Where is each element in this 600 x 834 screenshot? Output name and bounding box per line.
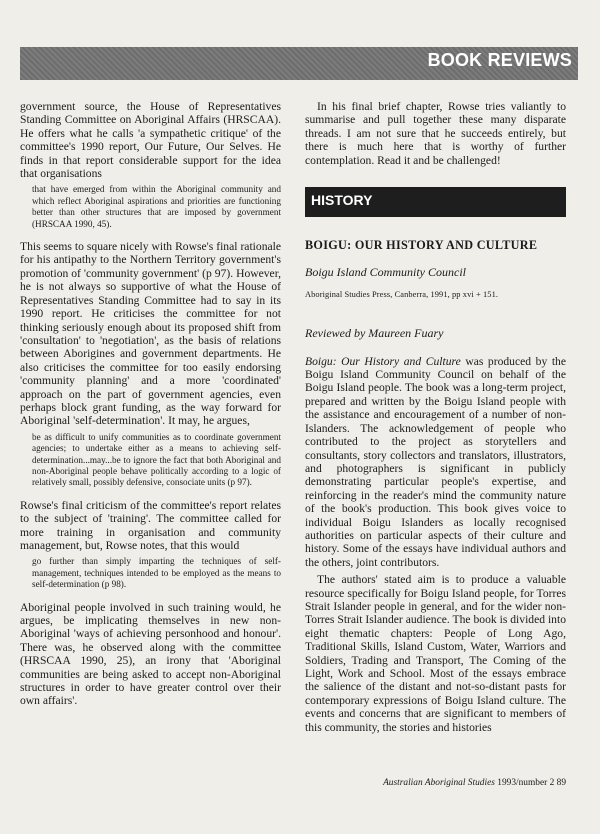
block-quote: that have emerged from within the Aboriginal community and which reflect Aboriginal aspirations and priorities are functioning better than other structures that are imposed by government (HRSCAA 1990, 45).: [32, 184, 281, 229]
left-column: [20, 100, 281, 712]
paragraph: In his final brief chapter, Rowse tries valiantly to summarise and pull together these many disparate threads. I am not sure that he succeeds entirely, but there is much here that is worthy of further contemplation. Read it and be challenged!: [305, 100, 566, 167]
section-header-title: BOOK REVIEWS: [427, 50, 572, 70]
history-section-bar: [305, 187, 566, 217]
paragraph: This seems to square nicely with Rowse's final rationale for his antipathy to the Northern Territory government's promotion of 'community government' (p 97). However, he is not always so supportive of what the House of Representatives Standing Committee had to say in its 1990 report. He criticises the committee for not thinking seriously enough about its proposed shift from 'consultation' to 'negotiation', as the basis of relations between Aborigines and government departments. He also criticises the committee for too easily endorsing 'community planning' and a more 'coordinated' approach on the part of government agencies, even perhaps block grant funding, as the way forward for Aboriginal 'self-determination'. It may, he argues,: [20, 240, 281, 428]
publication-details: Aboriginal Studies Press, Canberra, 1991, pp xvi + 151.: [305, 289, 499, 299]
issue-number: 1993/number 2: [497, 778, 555, 788]
page-footer: [383, 778, 566, 788]
paragraph: [305, 355, 566, 570]
reviewer-name: Reviewed by Maureen Fuary: [305, 326, 444, 341]
paragraph: The authors' stated aim is to produce a valuable resource specifically for Boigu Island people, for Torres Strait Islander people in general, and for the wider non-Torres Strait Islander audience. The book is divided into eight thematic chapters: People of Long Ago, Traditional Skills, Island Custom, Water, Warriors and Soldiers, Trading and Transport, The Coming of the Light, Work and School. Most of the essays embrace the salience of the distant and not-so-distant pasts for contemporary expressions of Boigu Island culture. The events and concerns that are significant to members of this community, the stories and histories: [305, 573, 566, 734]
book-title: BOIGU: OUR HISTORY AND CULTURE: [305, 238, 538, 253]
book-author: Boigu Island Community Council: [305, 265, 466, 280]
section-title: HISTORY: [311, 192, 373, 209]
book-reviews-banner: [20, 47, 578, 80]
paragraph: Rowse's final criticism of the committee's report relates to the subject of 'training'. The committee called for more training in organisation and community management, but, Rowse notes, that this would: [20, 498, 281, 552]
right-column: [305, 100, 566, 738]
journal-name: Australian Aboriginal Studies: [383, 778, 495, 788]
paragraph-text: was produced by the Boigu Island Community Council on behalf of the Boigu Island people. The book was a long-term project, prepared and written by the Boigu Island people with the assistance and encouragement of a number of non-Islanders. The acknowledgement of people who contributed to the project as storytellers and consultants, story collectors and translators, illustrators, and photographers is significant in publicly demonstrating particular people's expertise, and reinforcing in the reader's mind the community nature of the book's production. This book gives voice to individual Boigu Islanders as locally recognised authorities on particular aspects of their culture and history. Some of the essays have individual authors and the others, joint contributors.: [305, 354, 566, 569]
page-number: 89: [556, 778, 566, 788]
paragraph: Aboriginal people involved in such training would, he argues, be implicating themselves in new non-Aboriginal 'ways of achieving personhood and honour'. There was, he observed along with the committee (HRSCAA 1990, 25), an irony that 'Aboriginal communities are being asked to accept non-Aboriginal structures in order to have greater control over their own affairs'.: [20, 600, 281, 708]
block-quote: be as difficult to unify communities as to coordinate government agencies; to undertake either as a means to achieving self-determination...may...be to ignore the fact that both Aboriginal and non-Aboriginal people behave politically according to a logic of relatively small, possibly defensive, consociate units (p 97).: [32, 431, 281, 488]
block-quote: go further than simply imparting the techniques of self-management, techniques intended to be employed as the means to self-determination (p 98).: [32, 556, 281, 590]
paragraph: government source, the House of Representatives Standing Committee on Aboriginal Affairs (HRSCAA). He offers what he calls 'a sympathetic critique' of the committee's 1990 report, Our Future, Our Selves. He finds in that report considerable support for the idea that organisations: [20, 100, 281, 181]
book-title-inline: Boigu: Our History and Culture: [305, 354, 461, 368]
